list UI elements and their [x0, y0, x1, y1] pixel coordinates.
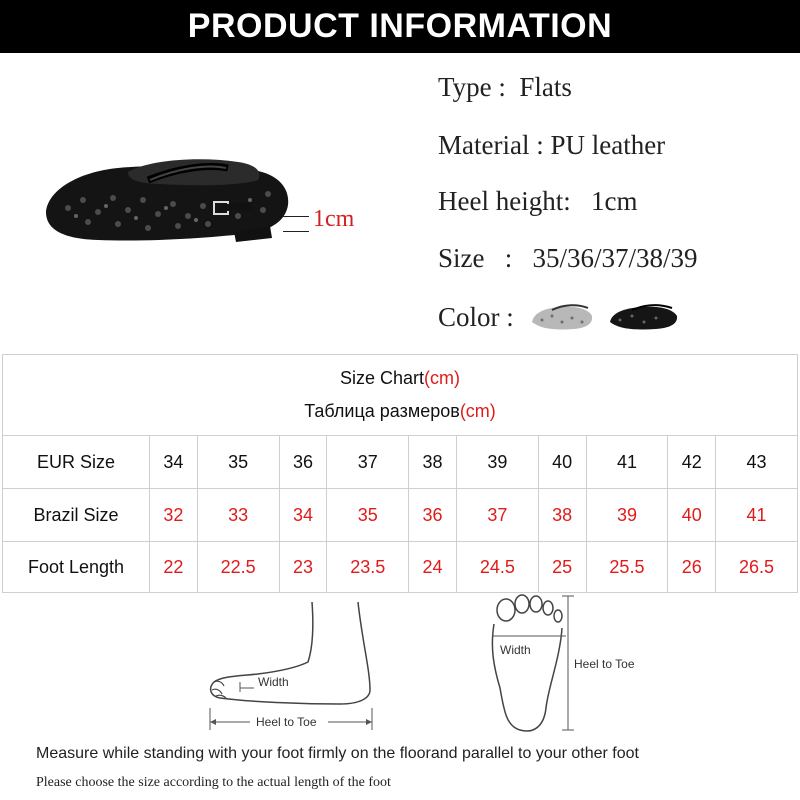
table-row-brazil: [3, 489, 798, 542]
size-chart-title-cell: [3, 355, 798, 436]
header-banner: PRODUCT INFORMATION: [0, 0, 800, 53]
table-cell: 26.5: [716, 542, 798, 593]
table-cell: 33: [197, 489, 279, 542]
table-cell: 40: [668, 489, 716, 542]
table-cell: 41: [716, 489, 798, 542]
table-cell: 24.5: [456, 542, 538, 593]
foot-top-diagram: [470, 588, 670, 738]
table-cell: 34: [150, 436, 198, 489]
side-width-label: Width: [258, 675, 289, 689]
table-cell: 38: [538, 489, 586, 542]
size-chart-subtitle: Таблица размеров(cm): [304, 401, 496, 421]
table-cell: 36: [279, 436, 327, 489]
table-cell: 37: [327, 436, 409, 489]
shoe-image: [38, 150, 293, 255]
table-cell: 22: [150, 542, 198, 593]
table-cell: 39: [586, 489, 668, 542]
table-cell: 25.5: [586, 542, 668, 593]
table-row-foot-length: [3, 542, 798, 593]
table-cell: 26: [668, 542, 716, 593]
table-cell: 23.5: [327, 542, 409, 593]
table-cell: 42: [668, 436, 716, 489]
spec-color: Color :: [438, 302, 514, 332]
table-cell: 32: [150, 489, 198, 542]
table-cell: 43: [716, 436, 798, 489]
table-cell: 37: [456, 489, 538, 542]
top-length-label: Heel to Toe: [574, 657, 635, 671]
table-cell: 35: [327, 489, 409, 542]
color-swatch-silver[interactable]: [530, 300, 595, 332]
table-cell: 22.5: [197, 542, 279, 593]
row-label: Brazil Size: [3, 489, 150, 542]
table-row-eur: [3, 436, 798, 489]
heel-bracket: [283, 216, 309, 232]
table-cell: 40: [538, 436, 586, 489]
spec-type: Type : Flats: [438, 72, 572, 102]
table-cell: 24: [409, 542, 457, 593]
row-label: Foot Length: [3, 542, 150, 593]
side-length-label: Heel to Toe: [256, 715, 317, 729]
heel-height-label: 1cm: [313, 206, 355, 232]
foot-side-diagram: [200, 600, 390, 735]
spec-material: Material : PU leather: [438, 130, 666, 160]
table-cell: 23: [279, 542, 327, 593]
spec-heel-height: Heel height: 1cm: [438, 186, 638, 216]
table-cell: 25: [538, 542, 586, 593]
top-width-label: Width: [500, 643, 531, 657]
color-swatch-black[interactable]: [608, 300, 680, 332]
measure-instruction: Measure while standing with your foot firmly on the floorand parallel to your other foot: [36, 745, 639, 762]
table-cell: 41: [586, 436, 668, 489]
spec-size: Size : 35/36/37/38/39: [438, 243, 698, 273]
table-cell: 38: [409, 436, 457, 489]
table-cell: 39: [456, 436, 538, 489]
table-cell: 34: [279, 489, 327, 542]
table-cell: 36: [409, 489, 457, 542]
row-label: EUR Size: [3, 436, 150, 489]
size-chart-table: [2, 354, 798, 593]
table-cell: 35: [197, 436, 279, 489]
size-chart-title: Size Chart(cm): [339, 368, 461, 388]
size-instruction: Please choose the size according to the actual length of the foot: [36, 775, 391, 790]
